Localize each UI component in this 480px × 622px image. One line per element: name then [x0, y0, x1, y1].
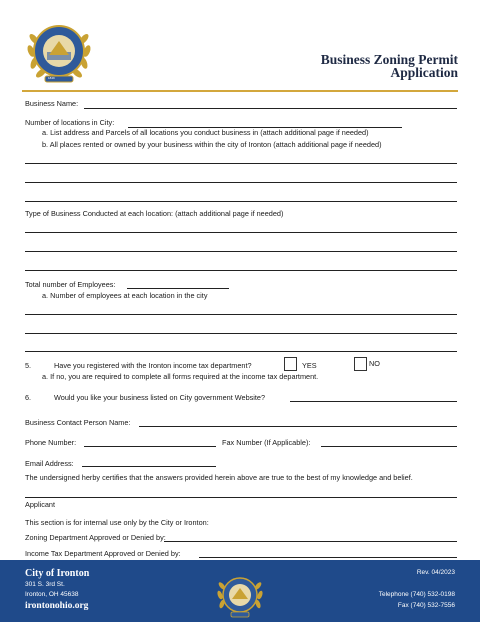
locations-item-b: b. All places rented or owned by your business within the city of Ironton (attach additional page if needed): [42, 140, 382, 149]
seal-year: 1849: [48, 76, 55, 80]
page-title-line1: Business Zoning Permit: [320, 52, 458, 67]
certification-text: The undersigned herby certifies that the answers provided herein above are true to the best of my knowledge and belief.: [25, 473, 413, 482]
page-title-line2: Application: [390, 65, 458, 80]
question-6-answer-field[interactable]: [290, 401, 457, 402]
employees-item-a: a. Number of employees at each location in the city: [42, 291, 208, 300]
footer-address-line2: Ironton, OH 45638: [25, 591, 79, 598]
phone-field[interactable]: [84, 446, 216, 447]
yes-checkbox[interactable]: [284, 357, 297, 371]
locations-line-2[interactable]: [25, 182, 457, 183]
footer-telephone: Telephone (740) 532-0198: [378, 591, 455, 598]
employees-line-1[interactable]: [25, 314, 457, 315]
locations-line-1[interactable]: [25, 163, 457, 164]
contact-field[interactable]: [139, 426, 457, 427]
footer-fax: Fax (740) 532-7556: [397, 602, 455, 609]
zoning-field[interactable]: [164, 541, 457, 542]
income-tax-field[interactable]: [199, 557, 457, 558]
contact-label: Business Contact Person Name:: [25, 418, 131, 427]
question-5-item-a: a. If no, you are required to complete all forms required at the income tax department.: [42, 372, 319, 381]
city-seal-logo: [21, 15, 97, 87]
footer-address-line1: 301 S. 3rd St.: [25, 581, 65, 588]
locations-line-3[interactable]: [25, 201, 457, 202]
income-tax-label: Income Tax Department Approved or Denied by:: [25, 549, 181, 558]
applicant-label: Applicant: [25, 500, 56, 509]
footer-seal-logo: [213, 570, 267, 620]
question-5-number: 5.: [25, 361, 32, 370]
locations-label: Number of locations in City:: [25, 118, 115, 127]
footer-revision: Rev. 04/2023: [416, 569, 455, 576]
employees-line-3[interactable]: [25, 351, 457, 352]
header-divider: [22, 90, 458, 92]
business-type-line-3[interactable]: [25, 270, 457, 271]
question-5-text: Have you registered with the Ironton income tax department?: [54, 361, 252, 370]
business-name-label: Business Name:: [25, 99, 79, 108]
employees-total-field[interactable]: [127, 288, 229, 289]
business-type-line-2[interactable]: [25, 251, 457, 252]
fax-field[interactable]: [321, 446, 457, 447]
no-label: NO: [369, 359, 380, 368]
locations-item-a: a. List address and Parcels of all locations you conduct business in (attach additional page if needed): [42, 128, 369, 137]
yes-label: YES: [302, 361, 317, 370]
footer-bar: [0, 560, 480, 622]
fax-label: Fax Number (If Applicable):: [222, 438, 311, 447]
email-label: Email Address:: [25, 459, 74, 468]
email-field[interactable]: [82, 466, 216, 467]
internal-use-note: This section is for internal use only by the City or Ironton:: [25, 518, 209, 527]
question-6-number: 6.: [25, 393, 32, 402]
employees-label: Total number of Employees:: [25, 280, 116, 289]
business-type-line-1[interactable]: [25, 232, 457, 233]
zoning-label: Zoning Department Approved or Denied by:: [25, 533, 166, 542]
employees-line-2[interactable]: [25, 333, 457, 334]
business-name-field[interactable]: [84, 108, 457, 109]
business-type-label: Type of Business Conducted at each location: (attach additional page if needed): [25, 209, 284, 218]
question-6-text: Would you like your business listed on City government Website?: [54, 393, 266, 402]
applicant-signature-line[interactable]: [25, 497, 457, 498]
footer-city-name: City of Ironton: [25, 568, 90, 579]
footer-website-link[interactable]: irontonohio.org: [25, 601, 89, 611]
no-checkbox[interactable]: [354, 357, 367, 371]
phone-label: Phone Number:: [25, 438, 77, 447]
